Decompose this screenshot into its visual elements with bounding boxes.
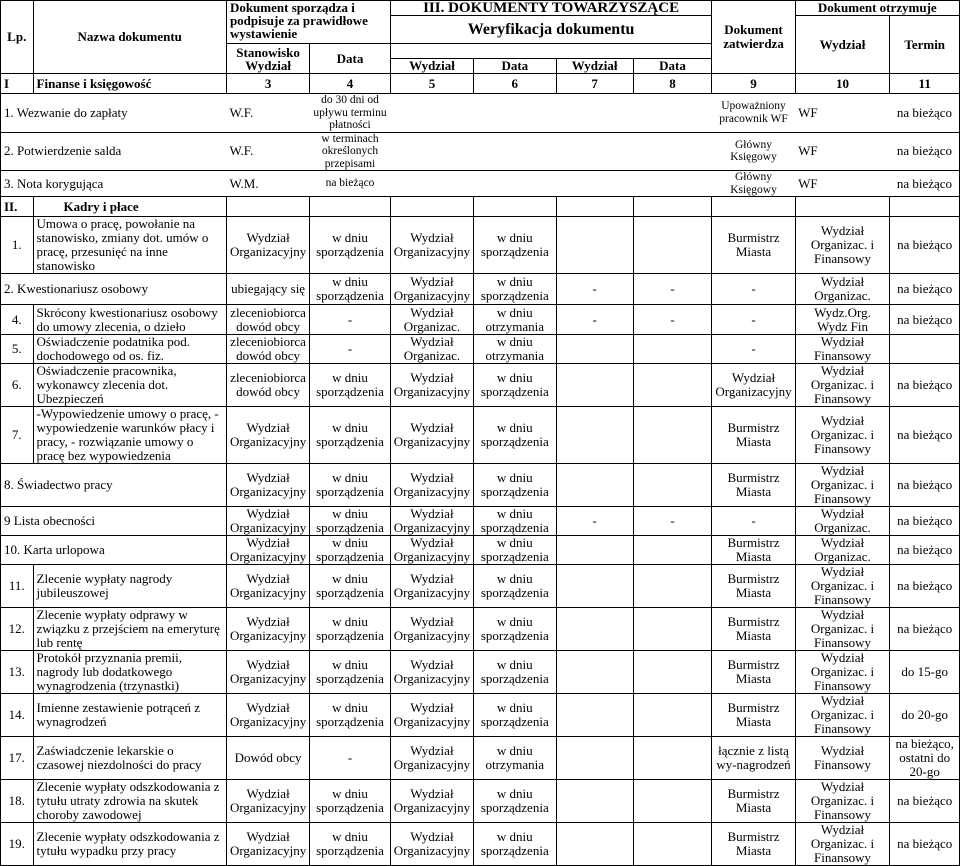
row-prepared-date: w dniu sporządzenia: [310, 651, 391, 694]
row-verify-dept-2: [556, 536, 633, 565]
row-term: [890, 335, 960, 364]
row-verify-dept-2: [556, 364, 633, 407]
row-approves: Burmistrz Miasta: [712, 823, 795, 866]
row-verify-dept-1: Wydział Organizacyjny: [390, 565, 473, 608]
row-lp: 19.: [1, 823, 34, 866]
row-name: Oświadczenie pracownika, wykonawcy zlecenia dot. Ubezpieczeń: [33, 364, 226, 407]
row-prepared-date: -: [310, 305, 391, 335]
row-term: na bieżąco: [890, 507, 960, 536]
row-verify-date-2: -: [633, 305, 712, 335]
col-number: 4: [310, 74, 391, 94]
row-prepared-dept: zleceniobiorca dowód obcy: [226, 305, 309, 335]
row-verify-date-2: [633, 823, 712, 866]
row-term: na bieżąco: [890, 171, 960, 197]
row-receiver-dept: Wydział Organizac. i Finansowy: [795, 694, 890, 737]
table-row: [1, 305, 960, 335]
row-verify-date-2: [633, 694, 712, 737]
header-receiver-dept: Wydział: [795, 16, 890, 74]
row-lp: 18.: [1, 780, 34, 823]
row-verify-dept-2: [556, 737, 633, 780]
row-receiver-dept: Wydział Organizac. i Finansowy: [795, 464, 890, 507]
row-name: Oświadczenie podatnika pod. dochodowego od os. fiz.: [33, 335, 226, 364]
row-verify-date-1: w dniu sporządzenia: [474, 608, 556, 651]
row-empty: [795, 197, 890, 217]
row-lp: 6.: [1, 364, 34, 407]
row-prepared-dept: Wydział Organizacyjny: [226, 651, 309, 694]
row-receiver-dept: Wydział Organizac. i Finansowy: [795, 407, 890, 464]
row-prepared-date: w dniu sporządzenia: [310, 364, 391, 407]
row-term: na bieżąco, ostatni do 20-go: [890, 737, 960, 780]
row-prepared-date: w terminach określonych przepisami: [310, 132, 391, 171]
row-verify-dept-1: Wydział Organizacyjny: [390, 651, 473, 694]
header-approves: Dokument zatwierdza: [712, 1, 795, 74]
row-receiver-dept: Wydział Organizac. i Finansowy: [795, 217, 890, 274]
row-term: na bieżąco: [890, 780, 960, 823]
row-verify-dept-1: Wydział Organizac.: [390, 305, 473, 335]
row-empty: [390, 171, 473, 197]
row-verify-dept-2: [556, 651, 633, 694]
row-prepared-date: w dniu sporządzenia: [310, 507, 391, 536]
row-prepared-dept: Wydział Organizacyjny: [226, 407, 309, 464]
row-verify-date-2: [633, 536, 712, 565]
row-term: na bieżąco: [890, 823, 960, 866]
row-prepared-dept: W.M.: [226, 171, 309, 197]
table-row: [1, 737, 960, 780]
row-lp: 17.: [1, 737, 34, 780]
row-approves: łącznie z listą wy-nagrodzeń: [712, 737, 795, 780]
row-approves: Wydział Organizacyjny: [712, 364, 795, 407]
section-2-header: [1, 197, 960, 217]
row-prepared-date: w dniu sporządzenia: [310, 217, 391, 274]
row-verify-date-1: w dniu sporządzenia: [474, 407, 556, 464]
row-empty: [390, 94, 473, 133]
table-row: [1, 651, 960, 694]
row-verify-dept-2: -: [556, 305, 633, 335]
row-verify-date-2: [633, 780, 712, 823]
header-receives: Dokument otrzymuje: [795, 1, 959, 16]
row-prepared-date: w dniu sporządzenia: [310, 565, 391, 608]
row-receiver-dept: Wydział Organizac. i Finansowy: [795, 565, 890, 608]
row-empty: [474, 197, 556, 217]
row-prepared-dept: ubiegający się: [226, 274, 309, 305]
row-receiver-dept: Wydział Organizac. i Finansowy: [795, 364, 890, 407]
row-lp: 5.: [1, 335, 34, 364]
row-verify-date-1: w dniu sporządzenia: [474, 823, 556, 866]
row-verify-date-1: w dniu otrzymania: [474, 305, 556, 335]
row-verify-dept-2: -: [556, 507, 633, 536]
row-verify-date-1: w dniu sporządzenia: [474, 536, 556, 565]
row-verify-dept-1: Wydział Organizacyjny: [390, 507, 473, 536]
row-approves: Główny Księgowy: [712, 132, 795, 171]
row-verify-dept-2: [556, 407, 633, 464]
row-prepared-date: do 30 dni od upływu terminu płatności: [310, 94, 391, 133]
row-prepared-dept: zleceniobiorca dowód obcy: [226, 335, 309, 364]
row-name: Zaświadczenie lekarskie o czasowej niezdolności do pracy: [33, 737, 226, 780]
col-number: 9: [712, 74, 795, 94]
row-term: na bieżąco: [890, 217, 960, 274]
row-prepared-dept: Wydział Organizacyjny: [226, 608, 309, 651]
row-verify-dept-2: [556, 608, 633, 651]
row-verify-date-1: w dniu sporządzenia: [474, 565, 556, 608]
row-name: Skrócony kwestionariusz osobowy do umowy zlecenia, o dzieło: [33, 305, 226, 335]
row-prepared-date: w dniu sporządzenia: [310, 823, 391, 866]
row-verify-date-2: [633, 651, 712, 694]
row-prepared-date: w dniu sporządzenia: [310, 694, 391, 737]
section-1-roman: I: [1, 74, 34, 94]
row-verify-dept-2: [556, 565, 633, 608]
row-verify-dept-2: [556, 823, 633, 866]
row-verify-date-1: w dniu sporządzenia: [474, 780, 556, 823]
row-approves: Burmistrz Miasta: [712, 565, 795, 608]
row-name: Zlecenie wypłaty odszkodowania z tytułu wypadku przy pracy: [33, 823, 226, 866]
row-name: 2. Potwierdzenie salda: [1, 132, 227, 171]
row-lp: 12.: [1, 608, 34, 651]
table-row: [1, 823, 960, 866]
header-position: Stanowisko Wydział: [226, 44, 309, 74]
row-verify-dept-1: Wydział Organizacyjny: [390, 737, 473, 780]
row-empty: [633, 94, 712, 133]
row-approves: -: [712, 335, 795, 364]
table-row: [1, 407, 960, 464]
row-receiver-dept: Wydział Organizac.: [795, 536, 890, 565]
row-name: Zlecenie wypłaty odszkodowania z tytułu utraty zdrowia na skutek choroby zawodowej: [33, 780, 226, 823]
header-document-name: Nazwa dokumentu: [33, 1, 226, 74]
row-empty: [633, 132, 712, 171]
row-verify-dept-2: [556, 780, 633, 823]
row-empty: [556, 132, 633, 171]
row-empty: [633, 171, 712, 197]
row-prepared-dept: Wydział Organizacyjny: [226, 565, 309, 608]
row-approves: Burmistrz Miasta: [712, 536, 795, 565]
row-prepared-date: w dniu sporządzenia: [310, 274, 391, 305]
row-verify-date-2: [633, 608, 712, 651]
row-prepared-dept: Wydział Organizacyjny: [226, 536, 309, 565]
row-approves: Burmistrz Miasta: [712, 780, 795, 823]
table-row: [1, 464, 960, 507]
row-verify-dept-1: Wydział Organizacyjny: [390, 780, 473, 823]
row-verify-date-1: w dniu sporządzenia: [474, 651, 556, 694]
row-receiver-dept: WF: [795, 132, 890, 171]
row-term: do 15-go: [890, 651, 960, 694]
row-prepared-dept: Wydział Organizacyjny: [226, 780, 309, 823]
row-term: na bieżąco: [890, 536, 960, 565]
table-row: [1, 132, 960, 171]
row-term: na bieżąco: [890, 274, 960, 305]
row-receiver-dept: Wydział Finansowy: [795, 737, 890, 780]
col-number: 10: [795, 74, 890, 94]
row-prepared-date: w dniu sporządzenia: [310, 407, 391, 464]
row-empty: [556, 171, 633, 197]
row-approves: Burmistrz Miasta: [712, 217, 795, 274]
row-empty: [474, 132, 556, 171]
row-verify-dept-1: Wydział Organizacyjny: [390, 694, 473, 737]
row-receiver-dept: Wydział Finansowy: [795, 335, 890, 364]
header-verify-dept-2: Wydział: [556, 59, 633, 74]
row-prepared-dept: W.F.: [226, 94, 309, 133]
table-row: [1, 507, 960, 536]
row-verify-dept-1: Wydział Organizacyjny: [390, 608, 473, 651]
row-receiver-dept: Wydział Organizac. i Finansowy: [795, 651, 890, 694]
row-empty: [310, 197, 391, 217]
row-verify-dept-1: Wydział Organizacyjny: [390, 464, 473, 507]
row-term: na bieżąco: [890, 305, 960, 335]
row-lp: 4.: [1, 305, 34, 335]
row-receiver-dept: Wydział Organizac. i Finansowy: [795, 823, 890, 866]
row-verify-date-2: [633, 464, 712, 507]
row-term: do 20-go: [890, 694, 960, 737]
row-verify-dept-1: Wydział Organizacyjny: [390, 536, 473, 565]
row-approves: Burmistrz Miasta: [712, 407, 795, 464]
row-verify-dept-1: Wydział Organizacyjny: [390, 217, 473, 274]
row-lp: 13.: [1, 651, 34, 694]
row-approves: -: [712, 274, 795, 305]
table-row: [1, 274, 960, 305]
row-prepared-dept: W.F.: [226, 132, 309, 171]
header-verify-date-1: Data: [474, 59, 556, 74]
row-receiver-dept: Wydział Organizac.: [795, 274, 890, 305]
row-verify-dept-1: Wydział Organizacyjny: [390, 823, 473, 866]
table-row: [1, 171, 960, 197]
row-verify-date-2: [633, 565, 712, 608]
row-name: 9 Lista obecności: [1, 507, 227, 536]
row-approves: Główny Księgowy: [712, 171, 795, 197]
row-verify-date-2: [633, 737, 712, 780]
row-name: 10. Karta urlopowa: [1, 536, 227, 565]
row-prepared-date: -: [310, 335, 391, 364]
row-approves: Burmistrz Miasta: [712, 651, 795, 694]
col-number: 6: [474, 74, 556, 94]
row-lp: 1.: [1, 217, 34, 274]
row-approves: Burmistrz Miasta: [712, 608, 795, 651]
row-empty: [556, 94, 633, 133]
row-verify-date-1: w dniu sporządzenia: [474, 217, 556, 274]
row-prepared-date: w dniu sporządzenia: [310, 780, 391, 823]
header-verify-dept-1: Wydział: [390, 59, 473, 74]
row-prepared-date: w dniu sporządzenia: [310, 536, 391, 565]
row-verify-date-2: [633, 335, 712, 364]
row-receiver-dept: Wydz.Org. Wydz Fin: [795, 305, 890, 335]
row-verify-date-2: [633, 407, 712, 464]
row-name: Zlecenie wypłaty odprawy w związku z przejściem na emeryturę lub rentę: [33, 608, 226, 651]
table-row: [1, 335, 960, 364]
row-term: na bieżąco: [890, 464, 960, 507]
row-receiver-dept: WF: [795, 94, 890, 133]
row-prepared-date: w dniu sporządzenia: [310, 608, 391, 651]
row-verify-date-1: w dniu otrzymania: [474, 335, 556, 364]
table-row: [1, 364, 960, 407]
row-prepared-date: -: [310, 737, 391, 780]
row-empty: [890, 197, 960, 217]
row-approves: Upoważniony pracownik WF: [712, 94, 795, 133]
row-verify-dept-2: [556, 335, 633, 364]
col-number: 5: [390, 74, 473, 94]
row-receiver-dept: Wydział Organizac. i Finansowy: [795, 608, 890, 651]
row-term: na bieżąco: [890, 407, 960, 464]
row-empty: [474, 94, 556, 133]
row-approves: -: [712, 507, 795, 536]
table-row: [1, 694, 960, 737]
row-empty: [633, 197, 712, 217]
row-verify-date-2: -: [633, 507, 712, 536]
row-verify-date-1: w dniu sporządzenia: [474, 507, 556, 536]
section-2-name: Kadry i płace: [33, 197, 226, 217]
row-approves: Burmistrz Miasta: [712, 464, 795, 507]
row-verify-date-1: w dniu otrzymania: [474, 737, 556, 780]
row-prepared-date: w dniu sporządzenia: [310, 464, 391, 507]
table-row: [1, 536, 960, 565]
row-term: na bieżąco: [890, 364, 960, 407]
row-name: 3. Nota korygująca: [1, 171, 227, 197]
row-verify-date-1: w dniu sporządzenia: [474, 274, 556, 305]
page-title: III. DOKUMENTY TOWARZYSZĄCE: [390, 1, 712, 16]
header-date: Data: [310, 44, 391, 74]
row-approves: -: [712, 305, 795, 335]
row-name: Protokół przyznania premii, nagrody lub dodatkowego wynagrodzenia (trzynastki): [33, 651, 226, 694]
row-prepared-dept: Wydział Organizacyjny: [226, 823, 309, 866]
row-term: na bieżąco: [890, 565, 960, 608]
row-verify-date-1: w dniu sporządzenia: [474, 694, 556, 737]
row-empty: [390, 132, 473, 171]
header-term: Termin: [890, 16, 960, 74]
row-name: -Wypowiedzenie umowy o pracę, - wypowiedzenie warunków płacy i pracy, - rozwiązanie umowy o pracę bez wypowiedzenia: [33, 407, 226, 464]
row-receiver-dept: Wydział Organizac.: [795, 507, 890, 536]
row-prepared-dept: Dowód obcy: [226, 737, 309, 780]
row-verify-dept-2: [556, 217, 633, 274]
row-verify-date-1: w dniu sporządzenia: [474, 464, 556, 507]
row-verify-date-1: w dniu sporządzenia: [474, 364, 556, 407]
row-approves: Burmistrz Miasta: [712, 694, 795, 737]
row-receiver-dept: WF: [795, 171, 890, 197]
row-name: 8. Świadectwo pracy: [1, 464, 227, 507]
header-verification: Weryfikacja dokumentu: [390, 16, 712, 44]
row-name: Imienne zestawienie potrąceń z wynagrodzeń: [33, 694, 226, 737]
row-prepared-dept: Wydział Organizacyjny: [226, 694, 309, 737]
row-empty: [556, 197, 633, 217]
row-receiver-dept: Wydział Organizac. i Finansowy: [795, 780, 890, 823]
table-row: [1, 565, 960, 608]
row-empty: [226, 197, 309, 217]
row-lp: 11.: [1, 565, 34, 608]
row-name: Zlecenie wypłaty nagrody jubileuszowej: [33, 565, 226, 608]
row-verify-dept-1: Wydział Organizac.: [390, 335, 473, 364]
row-verify-date-2: -: [633, 274, 712, 305]
row-name: Umowa o pracę, powołanie na stanowisko, zmiany dot. umów o pracę, przesunięć na inne stanowisko: [33, 217, 226, 274]
row-prepared-dept: Wydział Organizacyjny: [226, 464, 309, 507]
row-lp: 14.: [1, 694, 34, 737]
row-empty: [712, 197, 795, 217]
row-term: na bieżąco: [890, 608, 960, 651]
header-prepared-by: Dokument sporządza i podpisuje za prawidłowe wystawienie: [226, 1, 390, 44]
header-lp: Lp.: [1, 1, 34, 74]
row-verify-date-2: [633, 364, 712, 407]
row-prepared-dept: Wydział Organizacyjny: [226, 217, 309, 274]
table-row: [1, 608, 960, 651]
col-number: 8: [633, 74, 712, 94]
row-prepared-dept: Wydział Organizacyjny: [226, 507, 309, 536]
row-name: 2. Kwestionariusz osobowy: [1, 274, 227, 305]
row-verify-dept-2: -: [556, 274, 633, 305]
col-number: 11: [890, 74, 960, 94]
row-lp: 7.: [1, 407, 34, 464]
table-row: [1, 94, 960, 133]
section-1-name: Finanse i księgowość: [33, 74, 226, 94]
row-term: na bieżąco: [890, 132, 960, 171]
row-name: 1. Wezwanie do zapłaty: [1, 94, 227, 133]
section-2-roman: II.: [1, 197, 34, 217]
row-verify-dept-2: [556, 464, 633, 507]
row-verify-date-2: [633, 217, 712, 274]
col-number: 7: [556, 74, 633, 94]
row-empty: [474, 171, 556, 197]
row-verify-dept-1: Wydział Organizacyjny: [390, 364, 473, 407]
row-term: na bieżąco: [890, 94, 960, 133]
row-prepared-dept: zleceniobiorca dowód obcy: [226, 364, 309, 407]
table-row: [1, 217, 960, 274]
row-verify-dept-1: Wydział Organizacyjny: [390, 274, 473, 305]
row-verify-dept-1: Wydział Organizacyjny: [390, 407, 473, 464]
col-number: 3: [226, 74, 309, 94]
row-verify-dept-2: [556, 694, 633, 737]
table-row: [1, 780, 960, 823]
header-verify-date-2: Data: [633, 59, 712, 74]
row-prepared-date: na bieżąco: [310, 171, 391, 197]
row-empty: [390, 197, 473, 217]
